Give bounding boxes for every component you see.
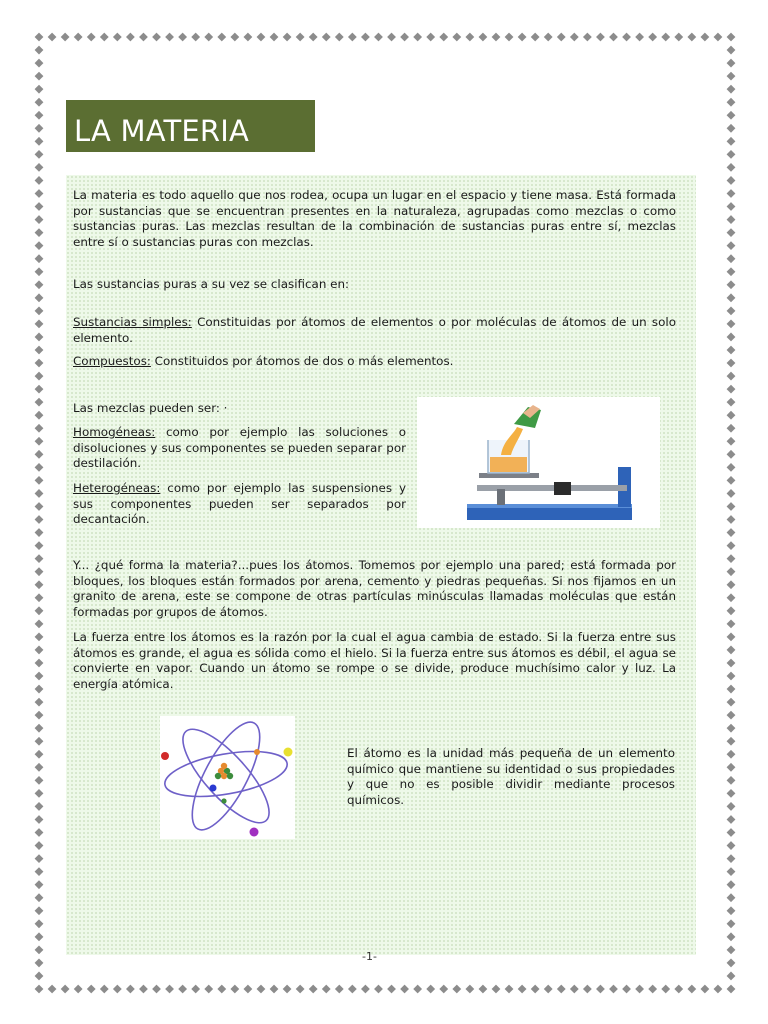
border-diamond [727,241,736,250]
border-diamond [61,985,70,994]
mixtures-intro: Las mezclas pueden ser: · [73,401,228,415]
border-diamond [374,985,383,994]
border-diamond [727,880,736,889]
border-diamond [570,33,579,42]
border-diamond [35,33,44,42]
border-diamond [727,815,736,824]
border-diamond [35,241,44,250]
heterogeneous-paragraph [73,481,406,528]
balance-scale-figure [417,397,660,528]
border-diamond [348,33,357,42]
simple-substances-paragraph [73,315,676,346]
homogeneous-paragraph [73,425,406,472]
border-diamond [687,33,696,42]
border-diamond [244,33,253,42]
border-diamond [35,776,44,785]
border-diamond [727,711,736,720]
border-diamond [257,985,266,994]
border-diamond [35,98,44,107]
border-diamond [727,98,736,107]
border-diamond [714,985,723,994]
border-diamond [727,189,736,198]
border-diamond [492,33,501,42]
border-diamond [139,33,148,42]
border-diamond [413,985,422,994]
border-diamond [596,33,605,42]
border-diamond [35,567,44,576]
atomic-force-paragraph: La fuerza entre los átomos es la razón por la cual el agua cambia de estado. Si la fuerza entre sus átomos es grande, el agua es sólida como el hielo. Si la fuerza entre sus átomos es débil, el agua se convierte en vapor. Cuando un átomo se rompe o se divide, produce muchísimo calor y luz. La energía atómica. [73,630,676,691]
border-diamond [296,33,305,42]
border-diamond [35,228,44,237]
border-diamond [35,959,44,968]
border-diamond [714,33,723,42]
border-diamond [727,776,736,785]
border-diamond [322,985,331,994]
border-diamond [727,959,736,968]
border-diamond [35,685,44,694]
border-diamond [727,789,736,798]
border-diamond [48,33,57,42]
border-diamond [727,867,736,876]
border-diamond [270,985,279,994]
title-banner [66,100,315,152]
border-diamond [727,489,736,498]
atom-icon [160,716,295,839]
atom-figure [160,716,295,839]
border-diamond [727,985,736,994]
border-diamond [727,346,736,355]
border-diamond [596,985,605,994]
border-diamond [35,254,44,263]
border-diamond [244,985,253,994]
border-diamond [727,215,736,224]
border-diamond [113,985,122,994]
border-diamond [35,437,44,446]
border-diamond [178,985,187,994]
border-diamond [687,985,696,994]
border-diamond [609,985,618,994]
border-diamond [727,580,736,589]
border-diamond [727,111,736,120]
border-diamond [191,985,200,994]
border-diamond [35,450,44,459]
border-diamond [727,750,736,759]
border-diamond [727,359,736,368]
border-diamond [165,985,174,994]
border-diamond [727,450,736,459]
border-diamond [35,476,44,485]
balance-scale-icon [417,397,660,528]
border-diamond [727,333,736,342]
border-diamond [727,919,736,928]
border-diamond [727,567,736,576]
border-diamond [322,33,331,42]
border-diamond [217,33,226,42]
border-diamond [426,985,435,994]
border-diamond [35,672,44,681]
border-diamond [35,424,44,433]
border-diamond [35,659,44,668]
border-diamond [465,33,474,42]
border-diamond [35,150,44,159]
border-diamond [727,372,736,381]
border-diamond [518,985,527,994]
atom-definition-paragraph: El átomo es la unidad más pequeña de un elemento químico que mantiene su identidad o sus propiedades y que no es posible dividir mediante procesos químicos. [347,746,675,807]
border-diamond [61,33,70,42]
border-diamond [191,33,200,42]
compounds-paragraph [73,354,676,370]
border-diamond [622,985,631,994]
border-diamond [727,593,736,602]
border-diamond [727,554,736,563]
border-diamond [727,476,736,485]
border-diamond [152,33,161,42]
border-diamond [727,828,736,837]
border-diamond [35,932,44,941]
border-diamond [727,411,736,420]
border-diamond [361,985,370,994]
simple-substances-term: Sustancias simples: [73,315,192,329]
border-diamond [452,985,461,994]
border-diamond [727,932,736,941]
border-diamond [674,33,683,42]
border-diamond [557,985,566,994]
border-diamond [113,33,122,42]
border-diamond [479,985,488,994]
border-diamond [439,985,448,994]
border-diamond [700,33,709,42]
border-diamond [505,985,514,994]
border-diamond [35,802,44,811]
border-diamond [361,33,370,42]
border-diamond [557,33,566,42]
homogeneous-term: Homogéneas: [73,425,156,439]
border-diamond [727,515,736,524]
border-diamond [426,33,435,42]
border-diamond [35,489,44,498]
border-diamond [727,893,736,902]
border-diamond [35,59,44,68]
border-diamond [35,306,44,315]
border-diamond [35,398,44,407]
border-diamond [35,541,44,550]
border-diamond [727,150,736,159]
border-diamond [648,33,657,42]
border-diamond [727,59,736,68]
border-diamond [727,724,736,733]
border-diamond [35,985,44,994]
border-diamond [465,985,474,994]
border-diamond [48,985,57,994]
border-diamond [35,880,44,889]
atoms-paragraph: Y... ¿qué forma la materia?...pues los átomos. Tomemos por ejemplo una pared; está formada por bloques, los bloques están formados por arena, cemento y piedras pequeñas. Si nos fijamos en un granito de arena, este se compone de otras partículas minúsculas llamadas moléculas que están formadas por grupos de átomos. [73,558,676,619]
border-diamond [727,85,736,94]
border-diamond [35,293,44,302]
border-diamond [35,724,44,733]
border-diamond [35,72,44,81]
border-diamond [348,985,357,994]
border-diamond [727,320,736,329]
border-diamond [674,985,683,994]
border-diamond [335,985,344,994]
border-diamond [727,463,736,472]
border-diamond [635,985,644,994]
border-diamond [387,985,396,994]
border-diamond [400,985,409,994]
border-diamond [727,841,736,850]
border-diamond [35,893,44,902]
border-diamond [178,33,187,42]
border-diamond [35,945,44,954]
border-diamond [100,33,109,42]
border-diamond [727,254,736,263]
border-diamond [87,33,96,42]
border-diamond [648,985,657,994]
border-diamond [35,515,44,524]
border-diamond [35,737,44,746]
border-diamond [727,672,736,681]
border-diamond [727,606,736,615]
intro-paragraph: La materia es todo aquello que nos rodea, ocupa un lugar en el espacio y tiene masa. Está formada por sustancias que se encuentran presentes en la naturaleza, agrupadas como mezclas o como sustancias puras. Las mezclas resultan de la combinación de sustancias puras entre sí, mezclas entre sí o sustancias puras con mezclas. [73,188,676,249]
border-diamond [309,985,318,994]
border-diamond [35,320,44,329]
border-diamond [35,137,44,146]
border-diamond [452,33,461,42]
border-diamond [727,398,736,407]
border-diamond [727,541,736,550]
border-diamond [35,463,44,472]
border-diamond [727,163,736,172]
heterogeneous-desc: como por ejemplo las suspensiones y sus componentes pueden ser separados por decantación. [73,481,406,526]
border-diamond [35,646,44,655]
page-number: -1- [362,950,377,963]
border-diamond [35,580,44,589]
border-diamond [35,111,44,120]
border-diamond [126,985,135,994]
border-diamond [204,33,213,42]
border-diamond [622,33,631,42]
border-diamond [35,163,44,172]
border-diamond [35,202,44,211]
border-diamond [35,215,44,224]
border-diamond [727,763,736,772]
border-diamond [35,176,44,185]
border-diamond [727,280,736,289]
border-diamond [35,854,44,863]
border-diamond [283,33,292,42]
border-diamond [374,33,383,42]
border-diamond [165,33,174,42]
simple-substances-desc: Constituidas por átomos de elementos o por moléculas de átomos de un solo elemento. [73,315,676,345]
border-diamond [727,72,736,81]
border-diamond [727,737,736,746]
border-diamond [505,33,514,42]
homogeneous-desc: como por ejemplo las soluciones o disoluciones y sus componentes se pueden separar por destilación. [73,425,406,470]
border-diamond [335,33,344,42]
border-diamond [35,698,44,707]
border-diamond [439,33,448,42]
border-diamond [152,985,161,994]
border-diamond [727,46,736,55]
border-diamond [727,33,736,42]
border-diamond [35,711,44,720]
border-diamond [727,906,736,915]
border-diamond [727,424,736,433]
border-diamond [100,985,109,994]
border-diamond [35,189,44,198]
heterogeneous-term: Heterogéneas: [73,481,161,495]
border-diamond [35,632,44,641]
border-diamond [35,85,44,94]
border-diamond [400,33,409,42]
border-diamond [635,33,644,42]
border-diamond [35,619,44,628]
border-diamond [544,985,553,994]
border-diamond [727,659,736,668]
border-diamond [531,33,540,42]
border-diamond [661,985,670,994]
border-diamond [230,985,239,994]
border-diamond [283,985,292,994]
border-diamond [35,372,44,381]
border-diamond [35,867,44,876]
border-diamond [35,815,44,824]
border-diamond [35,46,44,55]
border-diamond [217,985,226,994]
border-diamond [727,945,736,954]
border-diamond [35,606,44,615]
border-diamond [570,985,579,994]
border-diamond [257,33,266,42]
border-diamond [35,346,44,355]
pure-substances-intro: Las sustancias puras a su vez se clasifican en: [73,277,349,291]
border-diamond [727,502,736,511]
border-diamond [35,919,44,928]
border-diamond [35,593,44,602]
border-diamond [35,267,44,276]
border-diamond [727,972,736,981]
border-diamond [139,985,148,994]
border-diamond [309,33,318,42]
border-diamond [35,841,44,850]
border-diamond [35,385,44,394]
border-diamond [727,698,736,707]
border-diamond [387,33,396,42]
border-diamond [727,632,736,641]
border-diamond [727,202,736,211]
border-diamond [727,267,736,276]
border-diamond [35,333,44,342]
border-diamond [727,306,736,315]
compounds-desc: Constituidos por átomos de dos o más elementos. [150,354,454,368]
border-diamond [661,33,670,42]
border-diamond [35,972,44,981]
border-diamond [35,828,44,837]
border-diamond [230,33,239,42]
border-diamond [609,33,618,42]
border-diamond [35,789,44,798]
border-diamond [126,33,135,42]
border-diamond [87,985,96,994]
border-diamond [727,619,736,628]
border-diamond [727,802,736,811]
border-diamond [727,646,736,655]
border-diamond [413,33,422,42]
border-diamond [35,528,44,537]
border-diamond [35,359,44,368]
border-diamond [727,124,736,133]
border-diamond [544,33,553,42]
border-diamond [583,985,592,994]
border-diamond [727,528,736,537]
border-diamond [35,906,44,915]
border-diamond [35,554,44,563]
border-diamond [531,985,540,994]
border-diamond [492,985,501,994]
compounds-term: Compuestos: [73,354,151,368]
border-diamond [35,750,44,759]
border-diamond [35,763,44,772]
border-diamond [74,33,83,42]
border-diamond [583,33,592,42]
border-diamond [727,854,736,863]
border-diamond [727,176,736,185]
border-diamond [479,33,488,42]
border-diamond [35,411,44,420]
border-diamond [296,985,305,994]
border-diamond [727,293,736,302]
border-diamond [74,985,83,994]
border-diamond [35,124,44,133]
border-diamond [727,385,736,394]
page-title: LA MATERIA [74,114,250,148]
border-diamond [518,33,527,42]
border-diamond [727,437,736,446]
border-diamond [35,280,44,289]
border-diamond [727,137,736,146]
border-diamond [727,228,736,237]
border-diamond [270,33,279,42]
border-diamond [204,985,213,994]
border-diamond [727,685,736,694]
border-diamond [700,985,709,994]
border-diamond [35,502,44,511]
